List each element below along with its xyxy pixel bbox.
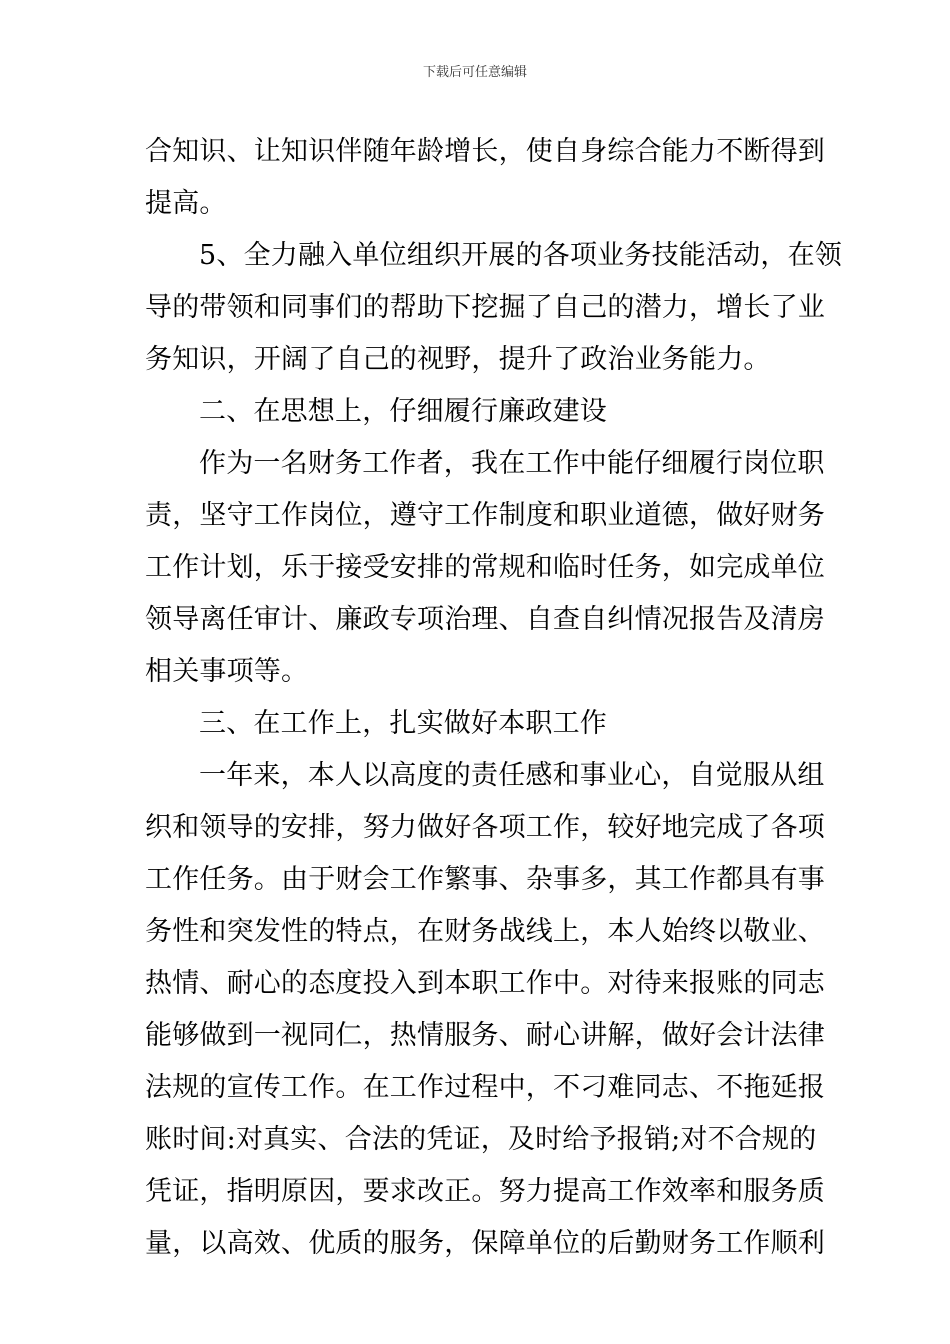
section-heading: 二、在思想上，仔细履行廉政建设 <box>199 396 607 427</box>
document-body <box>145 126 842 1270</box>
text-line: 工作任务。由于财会工作繁事、杂事多，其工作都具有事 <box>145 864 825 895</box>
page-header-note: 下载后可任意编辑 <box>422 65 527 80</box>
text-line: 相关事项等。 <box>145 656 309 687</box>
text-line: 务性和突发性的特点，在财务战线上，本人始终以敬业、 <box>145 916 825 947</box>
text-line: 一年来，本人以高度的责任感和事业心，自觉服从组 <box>199 760 825 791</box>
text-line: 工作计划，乐于接受安排的常规和临时任务，如完成单位 <box>145 552 825 583</box>
text-line: 导的带领和同事们的帮助下挖掘了自己的潜力，增长了业 <box>145 292 825 323</box>
section-heading: 三、在工作上，扎实做好本职工作 <box>199 708 607 739</box>
text-line: 合知识、让知识伴随年龄增长，使自身综合能力不断得到 <box>145 136 825 167</box>
text-line: 热情、耐心的态度投入到本职工作中。对待来报账的同志 <box>145 968 825 999</box>
text-line: 领导离任审计、廉政专项治理、自查自纠情况报告及清房 <box>145 604 825 635</box>
text-line: 作为一名财务工作者，我在工作中能仔细履行岗位职 <box>199 448 825 479</box>
text-line: 5、全力融入单位组织开展的各项业务技能活动，在领 <box>199 240 842 271</box>
text-line: 织和领导的安排，努力做好各项工作，较好地完成了各项 <box>145 812 825 843</box>
text-line: 凭证，指明原因，要求改正。努力提高工作效率和服务质 <box>145 1176 825 1207</box>
text-line: 量，以高效、优质的服务，保障单位的后勤财务工作顺利 <box>145 1228 825 1259</box>
text-line: 法规的宣传工作。在工作过程中，不刁难同志、不拖延报 <box>145 1072 825 1103</box>
text-line: 提高。 <box>145 188 227 219</box>
text-line: 账时间:对真实、合法的凭证，及时给予报销;对不合规的 <box>145 1124 817 1155</box>
text-line: 责，坚守工作岗位，遵守工作制度和职业道德，做好财务 <box>145 500 825 531</box>
text-line: 务知识，开阔了自己的视野，提升了政治业务能力。 <box>145 344 771 375</box>
text-line: 能够做到一视同仁，热情服务、耐心讲解，做好会计法律 <box>145 1020 825 1051</box>
